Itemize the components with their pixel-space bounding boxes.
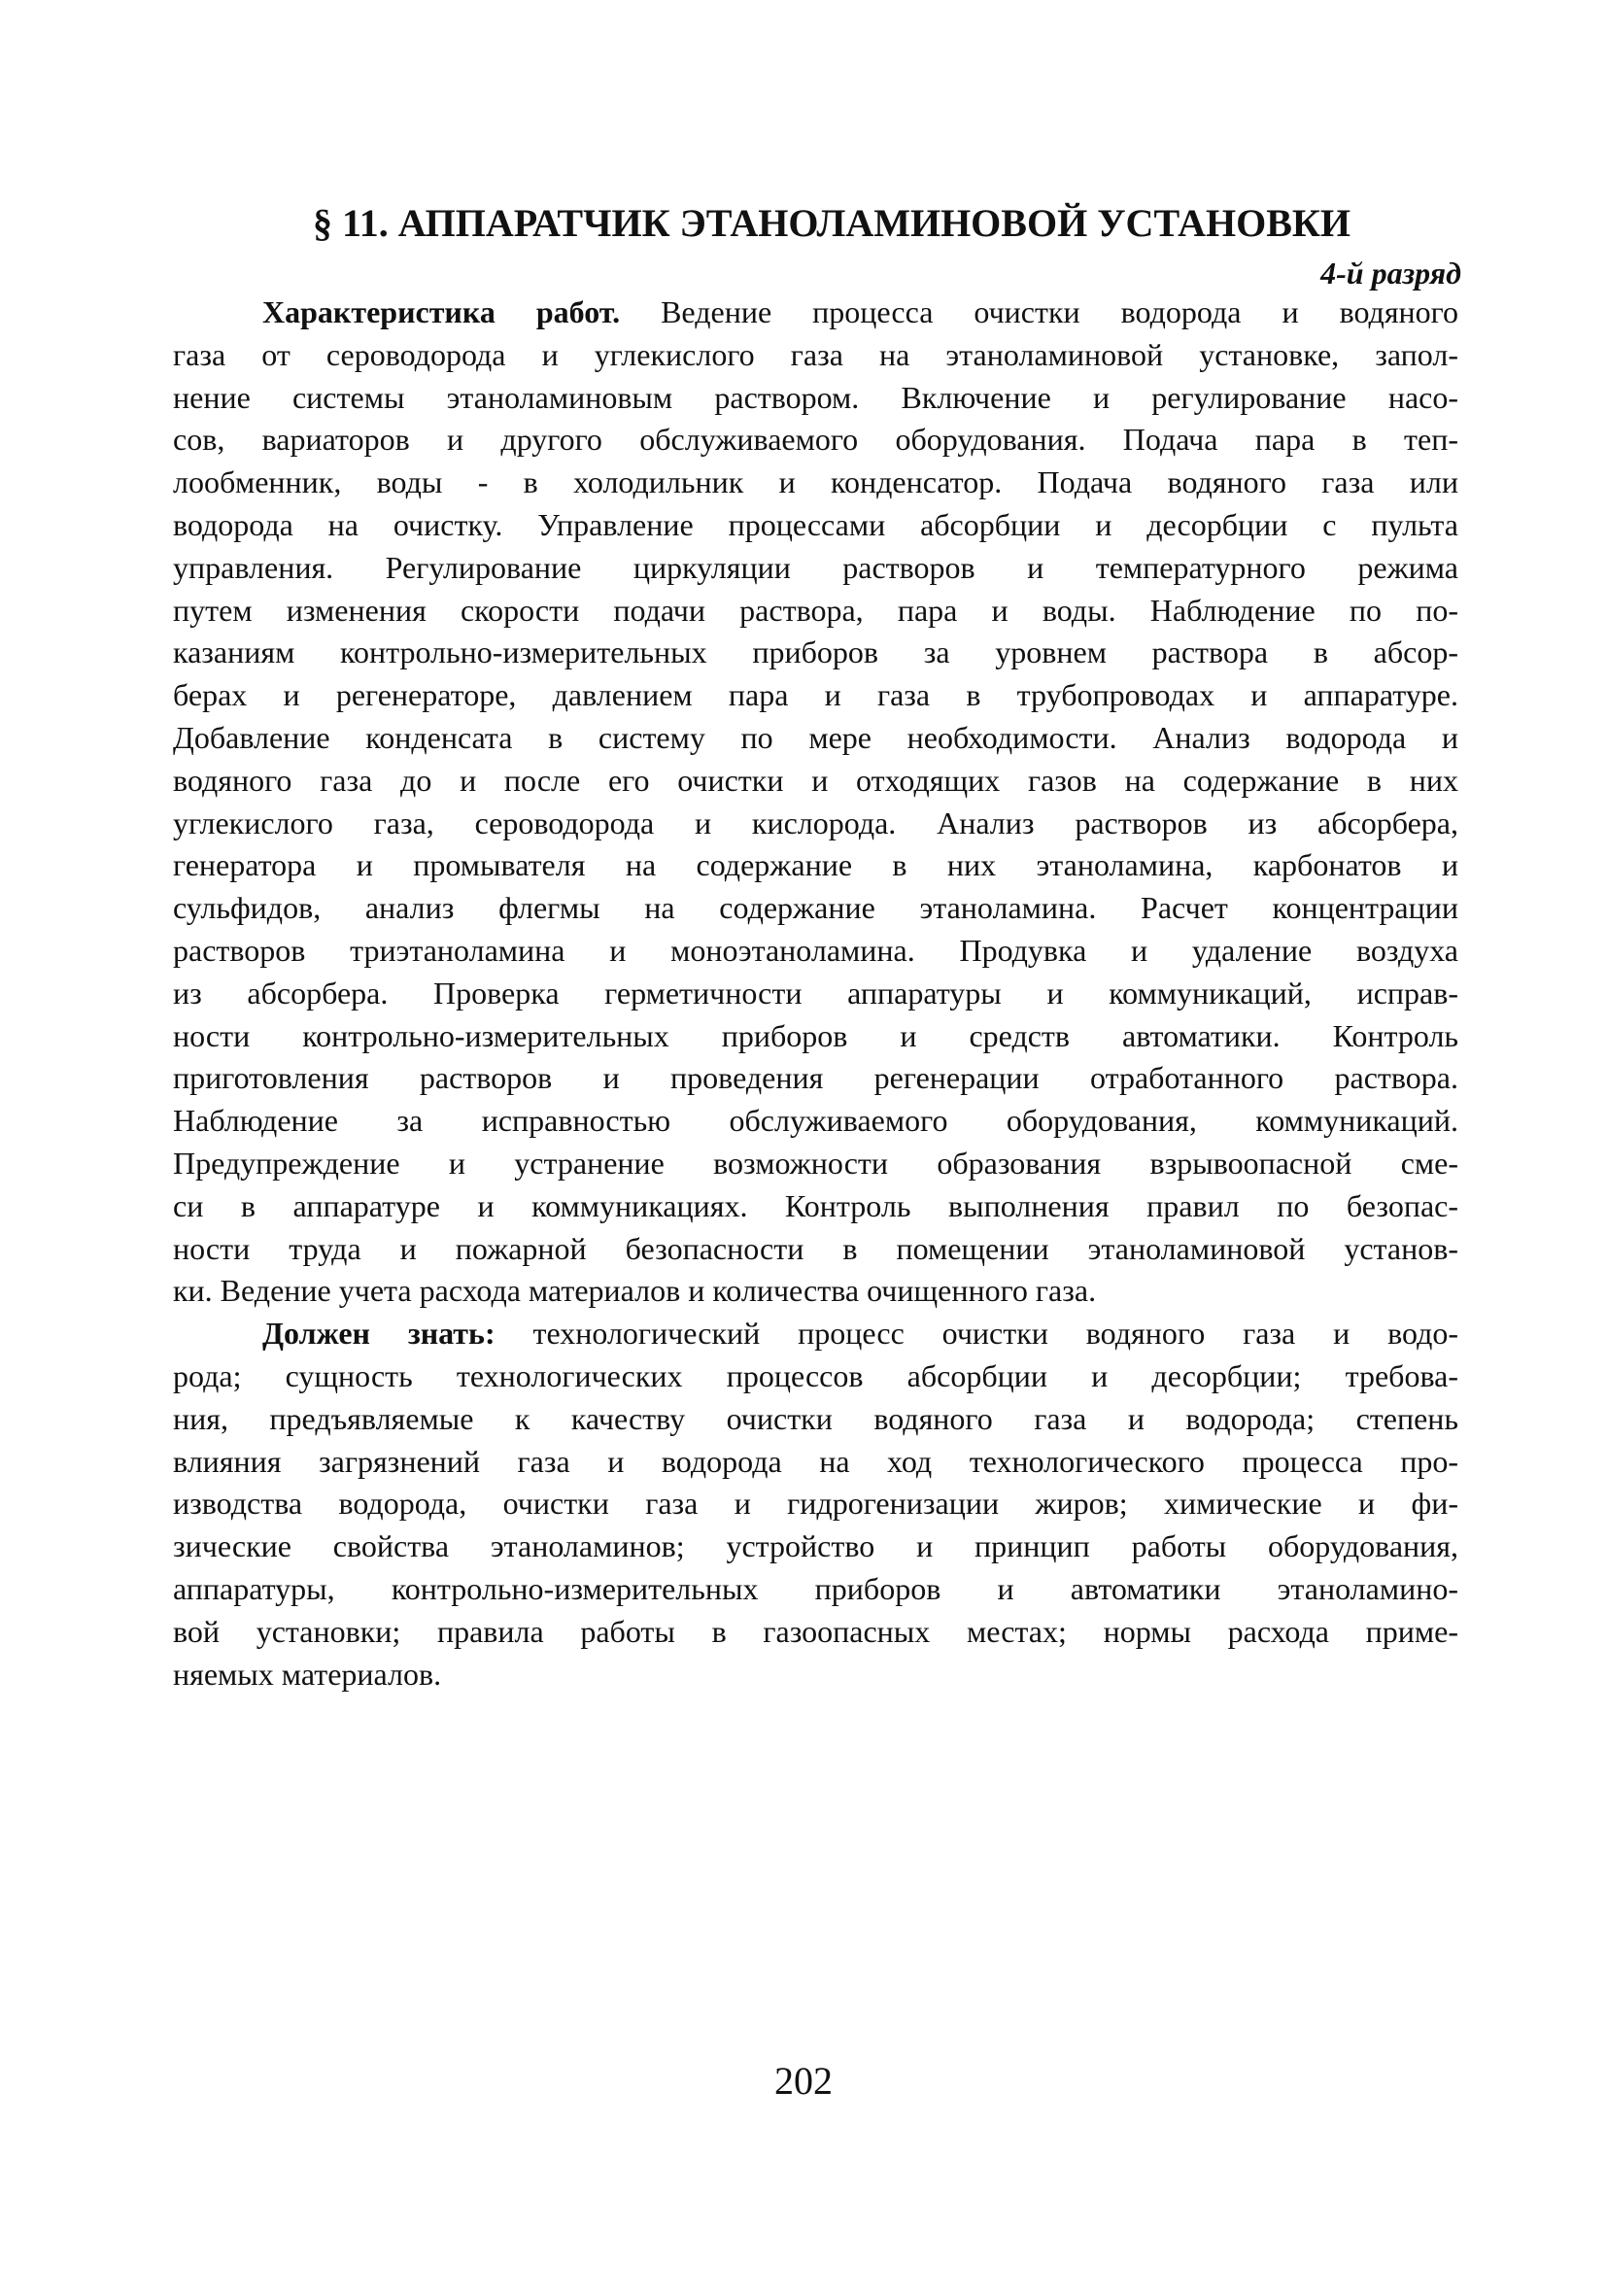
text-line: углекислого газа, сероводорода и кислорода. Анализ растворов из абсорбера, — [173, 805, 1458, 840]
text-line: сов, вариаторов и другого обслуживаемого оборудования. Подача пара в теп- — [173, 422, 1458, 458]
text-line: казаниям контрольно-измерительных приборов за уровнем раствора в абсор- — [173, 634, 1458, 670]
text-line: газа от сероводорода и углекислого газа на этаноламиновой установке, запол- — [173, 336, 1458, 372]
text-line: из абсорбера. Проверка герметичности аппаратуры и коммуникаций, исправ- — [173, 975, 1458, 1011]
must-know-first-line — [173, 1313, 1458, 1355]
text-line: Наблюдение за исправностью обслуживаемого оборудования, коммуникаций. — [173, 1103, 1458, 1139]
text-line: Ведение процесса очистки водорода и водяного — [620, 294, 1458, 329]
text-line: влияния загрязнений газа и водорода на ход технологического процесса про- — [173, 1443, 1458, 1479]
must-know-heading: Должен знать: — [262, 1316, 496, 1352]
text-line: управления. Регулирование циркуляции растворов и температурного режима — [173, 549, 1458, 585]
text-line: рода; сущность технологических процессов абсорбции и десорбции; требова- — [173, 1357, 1458, 1393]
text-line: путем изменения скорости подачи раствора, пара и воды. Наблюдение по по- — [173, 592, 1458, 628]
text-line: растворов триэтаноламина и моноэтаноламина. Продувка и удаление воздуха — [173, 932, 1458, 968]
text-line: водорода на очистку. Управление процессами абсорбции и десорбции с пульта — [173, 506, 1458, 542]
text-line: си в аппаратуре и коммуникациях. Контроль выполнения правил по безопас- — [173, 1187, 1458, 1223]
text-line: ки. Ведение учета расхода материалов и количества очищенного газа. — [173, 1273, 1097, 1309]
grade-label: 4-й разряд — [1320, 256, 1461, 291]
text-line: технологический процесс очистки водяного газа и водо- — [495, 1316, 1459, 1352]
text-line: изводства водорода, очистки газа и гидрогенизации жиров; химические и фи- — [173, 1486, 1458, 1522]
text-line: ния, предъявляемые к качеству очистки водяного газа и водорода; степень — [173, 1400, 1458, 1436]
page-number: 202 — [774, 2059, 833, 2103]
text-line: вой установки; правила работы в газоопасных местах; нормы расхода приме- — [173, 1613, 1458, 1649]
text-line: приготовления растворов и проведения регенерации отработанного раствора. — [173, 1060, 1458, 1096]
text-line: аппаратуры, контрольно-измерительных приборов и автоматики этаноламино- — [173, 1570, 1458, 1606]
text-line: лообменник, воды - в холодильник и конденсатор. Подача водяного газа или — [173, 464, 1458, 500]
text-line: берах и регенераторе, давлением пара и газа в трубопроводах и аппаратуре. — [173, 677, 1458, 713]
text-line: сульфидов, анализ флегмы на содержание этаноламина. Расчет концентрации — [173, 890, 1458, 926]
text-line: Предупреждение и устранение возможности образования взрывоопасной сме- — [173, 1145, 1458, 1181]
section-title: § 11. АППАРАТЧИК ЭТАНОЛАМИНОВОЙ УСТАНОВКИ — [312, 201, 1351, 245]
text-line: няемых материалов. — [173, 1656, 442, 1692]
text-line: водяного газа до и после его очистки и отходящих газов на содержание в них — [173, 762, 1458, 798]
text-line: нение системы этаноламиновым раствором. Включение и регулирование насо- — [173, 379, 1458, 415]
document-body — [173, 291, 1458, 1696]
text-line: генератора и промывателя на содержание в них этаноламина, карбонатов и — [173, 847, 1458, 883]
text-line: зические свойства этаноламинов; устройство и принцип работы оборудования, — [173, 1528, 1458, 1564]
text-line: ности труда и пожарной безопасности в помещении этаноламиновой установ- — [173, 1230, 1458, 1266]
text-line: ности контрольно-измерительных приборов и средств автоматики. Контроль — [173, 1017, 1458, 1053]
characteristics-heading: Характеристика работ. — [262, 294, 621, 329]
characteristics-first-line — [173, 291, 1458, 334]
text-line: Добавление конденсата в систему по мере необходимости. Анализ водорода и — [173, 719, 1458, 755]
